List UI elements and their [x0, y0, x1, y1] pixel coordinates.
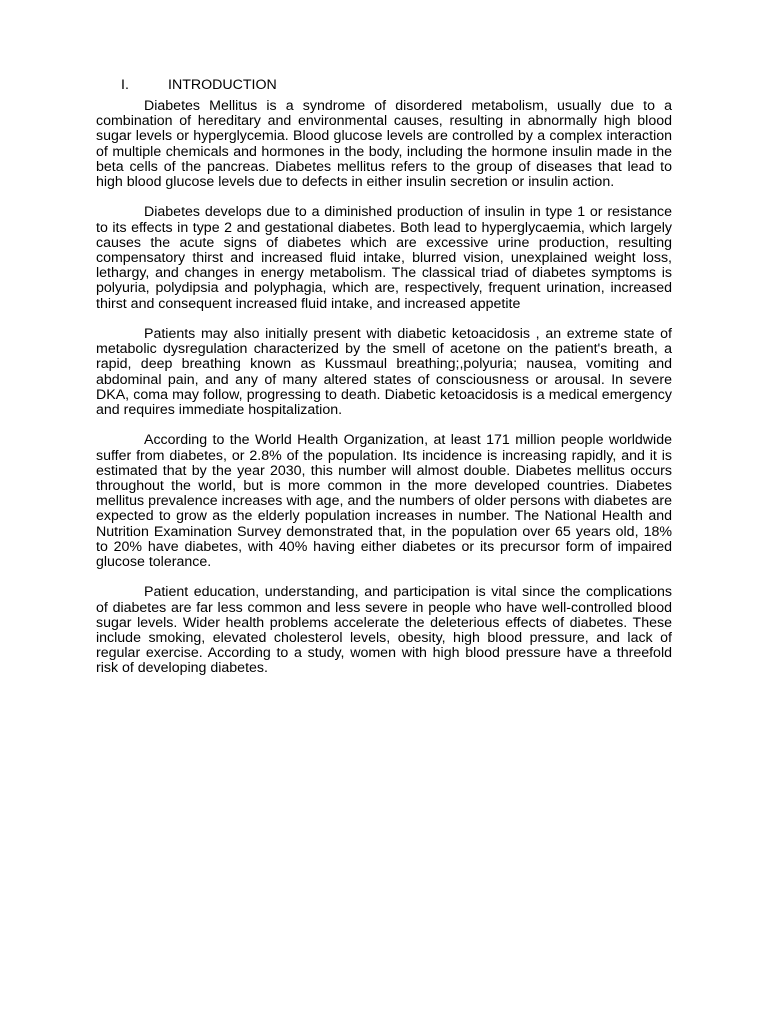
section-heading	[96, 77, 672, 93]
paragraph-definition: Diabetes Mellitus is a syndrome of disordered metabolism, usually due to a combination of hereditary and environmental causes, resulting in abnormally high blood sugar levels or hyperglycemia. Blood glucose levels are controlled by a complex interaction of multiple chemicals and hormones in the body, including the hormone insulin made in the beta cells of the pancreas. Diabetes mellitus refers to the group of diseases that lead to high blood glucose levels due to defects in either insulin secretion or insulin action.	[96, 98, 672, 191]
paragraph-ketoacidosis: Patients may also initially present with diabetic ketoacidosis , an extreme state of metabolic dysregulation characterized by the smell of acetone on the patient's breath, a rapid, deep breathing known as Kussmaul breathing;,polyuria; nausea, vomiting and abdominal pain, and any of many altered states of consciousness or arousal. In severe DKA, coma may follow, progressing to death. Diabetic ketoacidosis is a medical emergency and requires immediate hospitalization.	[96, 326, 672, 419]
paragraph-symptoms: Diabetes develops due to a diminished production of insulin in type 1 or resistance to its effects in type 2 and gestational diabetes. Both lead to hyperglycaemia, which largely causes the acute signs of diabetes which are excessive urine production, resulting compensatory thirst and increased fluid intake, blurred vision, unexplained weight loss, lethargy, and changes in energy metabolism. The classical triad of diabetes symptoms is polyuria, polydipsia and polyphagia, which are, respectively, frequent urination, increased thirst and consequent increased fluid intake, and increased appetite	[96, 204, 672, 312]
document-body	[96, 77, 672, 677]
section-number: I.	[121, 77, 129, 93]
paragraph-patient-education: Patient education, understanding, and participation is vital since the complications of diabetes are far less common and less severe in people who have well-controlled blood sugar levels. Wider health problems accelerate the deleterious effects of diabetes. These include smoking, elevated cholesterol levels, obesity, high blood pressure, and lack of regular exercise. According to a study, women with high blood pressure have a threefold risk of developing diabetes.	[96, 584, 672, 677]
section-title: INTRODUCTION	[168, 77, 277, 93]
paragraph-epidemiology: According to the World Health Organization, at least 171 million people worldwide suffer from diabetes, or 2.8% of the population. Its incidence is increasing rapidly, and it is estimated that by the year 2030, this number will almost double. Diabetes mellitus occurs throughout the world, but is more common in the more developed countries. Diabetes mellitus prevalence increases with age, and the numbers of older persons with diabetes are expected to grow as the elderly population increases in number. The National Health and Nutrition Examination Survey demonstrated that, in the population over 65 years old, 18% to 20% have diabetes, with 40% having either diabetes or its precursor form of impaired glucose tolerance.	[96, 432, 672, 571]
